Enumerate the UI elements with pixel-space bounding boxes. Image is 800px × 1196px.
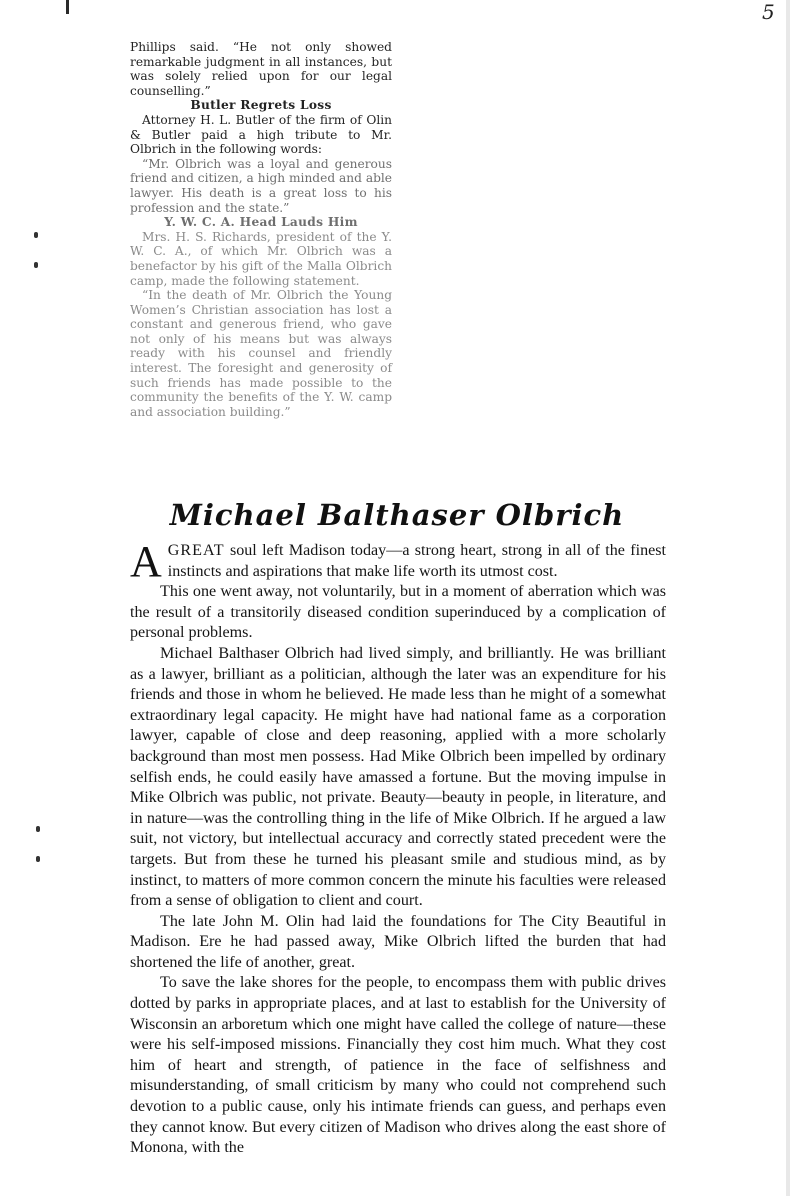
clipping-heading-ywca: Y. W. C. A. Head Lauds Him	[164, 215, 358, 230]
clipping-paragraph: Mrs. H. S. Richards, president of the Y. W. C. A., of which Mr. Olbrich was a benefactor by his gift of the Malla Olbrich camp, made the following statement.	[130, 229, 392, 288]
article-title: Michael Balthaser Olbrich	[169, 498, 625, 532]
newspaper-clipping	[130, 40, 392, 419]
lead-caps: GREAT	[167, 542, 225, 559]
lead-text: soul left Madison today—a strong heart, strong in all of the finest instincts and aspirations that make life worth its utmost cost.	[167, 542, 666, 580]
clipping-paragraph: “In the death of Mr. Olbrich the Young Women’s Christian association has lost a constant and generous friend, who gave not only of his means but was always ready with his counsel and friendly interest. The foresight and generosity of such friends has made possible to the community the benefits of the Y. W. camp and association building.”	[130, 288, 392, 419]
article-lead-paragraph	[130, 537, 666, 586]
clipping-intro: Phillips said. “He not only showed remarkable judgment in all instances, but was solely relied upon for our legal counselling.”	[130, 40, 392, 98]
drop-cap: A	[130, 537, 162, 586]
article-paragraph: To save the lake shores for the people, to encompass them with public drives dotted by parks in appropriate places, and at last to establish for the University of Wisconsin an arboretum which one might have called the college of nature—these were his self-imposed missions. Financially they cost him much. What they cost him of heart and strength, of patience in the face of selfishness and misunderstanding, of small criticism by many who could not comprehend such devotion to a public cause, only his intimate friends can guess, and perhaps even they cannot know. But every citizen of Madison who drives along the east shore of Monona, with the	[130, 974, 666, 1157]
scan-edge-mark	[66, 0, 69, 14]
page-number: 5	[762, 0, 775, 24]
article-paragraph: The late John M. Olin had laid the foundations for The City Beautiful in Madison. Ere he had passed away, Mike Olbrich lifted the burden that had shortened the life of another, great.	[130, 912, 666, 971]
article-paragraph: This one went away, not voluntarily, but in a moment of aberration which was the result of a transitorily diseased condition superinduced by a complication of personal problems.	[130, 583, 666, 642]
clipping-heading-butler: Butler Regrets Loss	[190, 98, 332, 113]
article-paragraph: Michael Balthaser Olbrich had lived simply, and brilliantly. He was brilliant as a lawyer, brilliant as a politician, although the later was an expenditure for his friends and those in whom he believed. He made less than he might of a somewhat extraordinary legal capacity. He might have had national fame as a corporation lawyer, capable of close and deep reasoning, applied with a more scholarly background than most men possess. Had Mike Olbrich been impelled by ordinary selfish ends, he could easily have amassed a fortune. But the moving impulse in Mike Olbrich was public, not private. Beauty—beauty in people, in literature, and in nature—was the controlling thing in the life of Mike Olbrich. If he argued a law suit, not victory, but intellectual accuracy and correctly stated precedent were the targets. But from these he turned his pleasant smile and studious mind, as by instinct, to matters of more common concern the minute his faculties were released from a sense of obligation to client and court.	[130, 644, 666, 910]
clipping-paragraph: Attorney H. L. Butler of the firm of Olin & Butler paid a high tribute to Mr. Olbrich in the following words:	[130, 112, 392, 157]
article-body	[130, 537, 666, 1159]
clipping-paragraph: “Mr. Olbrich was a loyal and generous friend and citizen, a high minded and able lawyer. His death is a great loss to his profession and the state.”	[130, 156, 392, 215]
margin-mark	[34, 262, 38, 268]
margin-mark	[34, 232, 38, 238]
margin-mark	[36, 826, 40, 832]
margin-mark	[36, 856, 40, 862]
scan-edge-shadow	[786, 0, 790, 1196]
